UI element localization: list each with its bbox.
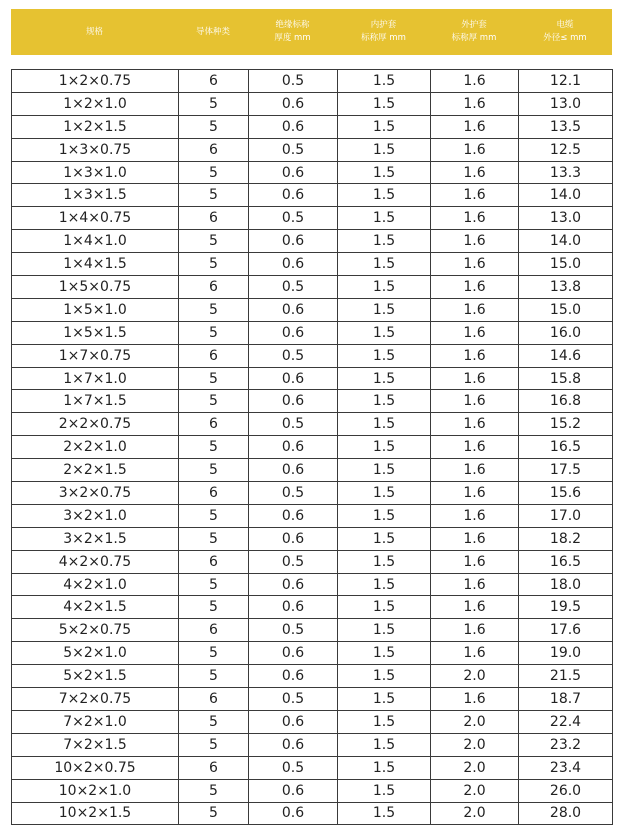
cell-spec: 7×2×0.75 [12,688,179,711]
spec-table [11,69,613,825]
cell-outer-sheath: 1.6 [431,527,519,550]
header-spec-label: 规格 [85,26,103,37]
cell-diameter: 18.2 [519,527,613,550]
cell-spec: 3×2×1.5 [12,527,179,550]
cell-inner-sheath: 1.5 [338,70,431,93]
table-row [12,184,613,207]
header-inner-line2: 标称厚 mm [361,33,406,43]
cell-conductor-type: 5 [179,436,249,459]
table-row [12,619,613,642]
table-row [12,688,613,711]
cell-insulation: 0.6 [249,367,338,390]
cell-inner-sheath: 1.5 [338,504,431,527]
cell-insulation: 0.6 [249,92,338,115]
cell-spec: 4×2×1.5 [12,596,179,619]
cell-inner-sheath: 1.5 [338,527,431,550]
cell-diameter: 17.6 [519,619,613,642]
cell-conductor-type: 6 [179,688,249,711]
cell-diameter: 19.5 [519,596,613,619]
cell-spec: 5×2×1.5 [12,665,179,688]
cell-outer-sheath: 1.6 [431,207,519,230]
cell-insulation: 0.6 [249,459,338,482]
cell-insulation: 0.5 [249,207,338,230]
cell-conductor-type: 5 [179,733,249,756]
cell-conductor-type: 5 [179,665,249,688]
header-conductor-label: 导体种类 [195,26,230,37]
table-row [12,298,613,321]
cell-inner-sheath: 1.5 [338,138,431,161]
cell-outer-sheath: 1.6 [431,573,519,596]
cell-spec: 1×3×1.0 [12,161,179,184]
cell-inner-sheath: 1.5 [338,710,431,733]
cell-inner-sheath: 1.5 [338,344,431,367]
cell-inner-sheath: 1.5 [338,459,431,482]
cell-outer-sheath: 1.6 [431,344,519,367]
cell-insulation: 0.6 [249,642,338,665]
cell-diameter: 15.0 [519,253,613,276]
cell-inner-sheath: 1.5 [338,230,431,253]
cell-conductor-type: 5 [179,321,249,344]
cell-conductor-type: 5 [179,92,249,115]
cell-outer-sheath: 1.6 [431,367,519,390]
table-row [12,70,613,93]
cell-inner-sheath: 1.5 [338,802,431,825]
table-row [12,527,613,550]
table-row [12,115,613,138]
cell-insulation: 0.6 [249,298,338,321]
cell-diameter: 16.5 [519,550,613,573]
cell-inner-sheath: 1.5 [338,436,431,459]
cell-diameter: 22.4 [519,710,613,733]
cell-spec: 3×2×1.0 [12,504,179,527]
cell-outer-sheath: 1.6 [431,253,519,276]
cell-insulation: 0.5 [249,276,338,299]
cell-diameter: 26.0 [519,779,613,802]
cell-conductor-type: 6 [179,138,249,161]
cell-outer-sheath: 1.6 [431,138,519,161]
header-outer-line1: 外护套 [461,20,487,30]
cell-outer-sheath: 1.6 [431,115,519,138]
cell-inner-sheath: 1.5 [338,779,431,802]
cell-spec: 2×2×0.75 [12,413,179,436]
header-inner-sheath [337,9,430,55]
cell-insulation: 0.5 [249,138,338,161]
cell-spec: 1×4×1.5 [12,253,179,276]
cell-insulation: 0.5 [249,756,338,779]
cell-conductor-type: 5 [179,802,249,825]
cell-insulation: 0.6 [249,802,338,825]
cell-diameter: 13.8 [519,276,613,299]
cell-outer-sheath: 1.6 [431,436,519,459]
cell-spec: 7×2×1.5 [12,733,179,756]
cell-conductor-type: 6 [179,344,249,367]
cell-conductor-type: 5 [179,298,249,321]
table-row [12,642,613,665]
header-cable-diameter [518,9,612,55]
cell-conductor-type: 5 [179,504,249,527]
cell-insulation: 0.6 [249,665,338,688]
cell-conductor-type: 5 [179,161,249,184]
cell-conductor-type: 5 [179,710,249,733]
cell-diameter: 12.1 [519,70,613,93]
cell-inner-sheath: 1.5 [338,92,431,115]
cell-spec: 5×2×1.0 [12,642,179,665]
header-cable-line2: 外径≤ mm [543,33,587,43]
cell-spec: 1×2×0.75 [12,70,179,93]
cell-inner-sheath: 1.5 [338,642,431,665]
header-row [11,9,612,55]
header-spec [11,9,178,55]
cell-diameter: 12.5 [519,138,613,161]
cell-insulation: 0.6 [249,253,338,276]
header-cable-line1: 电缆 [556,20,574,30]
cell-conductor-type: 6 [179,550,249,573]
cell-spec: 1×5×1.5 [12,321,179,344]
cell-insulation: 0.6 [249,504,338,527]
cell-diameter: 14.6 [519,344,613,367]
cell-insulation: 0.5 [249,482,338,505]
cell-spec: 5×2×0.75 [12,619,179,642]
cell-insulation: 0.6 [249,527,338,550]
cell-outer-sheath: 2.0 [431,733,519,756]
cell-inner-sheath: 1.5 [338,321,431,344]
cell-spec: 2×2×1.0 [12,436,179,459]
table-row [12,230,613,253]
cell-diameter: 19.0 [519,642,613,665]
table-row [12,733,613,756]
table-header [11,9,612,55]
cell-diameter: 13.0 [519,92,613,115]
cell-conductor-type: 5 [179,115,249,138]
cell-conductor-type: 5 [179,367,249,390]
cell-spec: 7×2×1.0 [12,710,179,733]
cell-diameter: 13.5 [519,115,613,138]
cell-outer-sheath: 1.6 [431,70,519,93]
table-row [12,436,613,459]
cell-diameter: 18.7 [519,688,613,711]
cell-diameter: 15.6 [519,482,613,505]
cell-outer-sheath: 1.6 [431,596,519,619]
header-insulation-line1: 绝缘标称 [275,20,310,30]
cell-inner-sheath: 1.5 [338,298,431,321]
cell-inner-sheath: 1.5 [338,665,431,688]
cell-spec: 1×7×1.0 [12,367,179,390]
table-row [12,321,613,344]
cell-conductor-type: 5 [179,527,249,550]
table-row [12,482,613,505]
cell-diameter: 17.5 [519,459,613,482]
cell-diameter: 28.0 [519,802,613,825]
cell-outer-sheath: 1.6 [431,482,519,505]
header-insulation-thickness [248,9,337,55]
cell-outer-sheath: 1.6 [431,161,519,184]
cell-insulation: 0.6 [249,115,338,138]
cell-insulation: 0.6 [249,779,338,802]
cell-outer-sheath: 1.6 [431,619,519,642]
table-row [12,138,613,161]
cell-insulation: 0.6 [249,161,338,184]
cell-insulation: 0.6 [249,596,338,619]
cell-spec: 1×5×0.75 [12,276,179,299]
cell-inner-sheath: 1.5 [338,253,431,276]
cell-diameter: 15.2 [519,413,613,436]
cell-insulation: 0.6 [249,733,338,756]
cell-outer-sheath: 2.0 [431,756,519,779]
cell-conductor-type: 5 [179,253,249,276]
table-row [12,161,613,184]
table-row [12,504,613,527]
cell-inner-sheath: 1.5 [338,482,431,505]
cell-inner-sheath: 1.5 [338,367,431,390]
header-outer-line2: 标称厚 mm [451,33,497,43]
table-row [12,253,613,276]
cell-outer-sheath: 1.6 [431,459,519,482]
cell-conductor-type: 6 [179,276,249,299]
cell-conductor-type: 5 [179,459,249,482]
cell-conductor-type: 6 [179,70,249,93]
table-row [12,710,613,733]
cell-outer-sheath: 1.6 [431,230,519,253]
cell-conductor-type: 6 [179,756,249,779]
cell-inner-sheath: 1.5 [338,184,431,207]
table-row [12,573,613,596]
cell-diameter: 16.8 [519,390,613,413]
table-row [12,367,613,390]
spec-table-body [12,70,613,825]
table-row [12,276,613,299]
cell-insulation: 0.6 [249,230,338,253]
cell-spec: 1×4×0.75 [12,207,179,230]
cell-outer-sheath: 1.6 [431,550,519,573]
header-inner-line1: 内护套 [370,20,397,30]
cell-outer-sheath: 2.0 [431,665,519,688]
cell-conductor-type: 6 [179,482,249,505]
cell-spec: 1×2×1.5 [12,115,179,138]
cell-outer-sheath: 1.6 [431,504,519,527]
cell-diameter: 14.0 [519,184,613,207]
cell-outer-sheath: 1.6 [431,390,519,413]
cell-diameter: 15.8 [519,367,613,390]
cell-inner-sheath: 1.5 [338,573,431,596]
cell-spec: 1×3×1.5 [12,184,179,207]
cell-inner-sheath: 1.5 [338,390,431,413]
cell-conductor-type: 5 [179,573,249,596]
cell-outer-sheath: 1.6 [431,688,519,711]
table-row [12,596,613,619]
cell-inner-sheath: 1.5 [338,115,431,138]
cell-inner-sheath: 1.5 [338,619,431,642]
cell-spec: 1×2×1.0 [12,92,179,115]
cell-outer-sheath: 1.6 [431,298,519,321]
cell-diameter: 13.3 [519,161,613,184]
cell-outer-sheath: 2.0 [431,779,519,802]
cell-insulation: 0.6 [249,436,338,459]
cell-spec: 4×2×0.75 [12,550,179,573]
table-row [12,344,613,367]
cell-conductor-type: 5 [179,642,249,665]
table-row [12,779,613,802]
cell-insulation: 0.6 [249,390,338,413]
cell-diameter: 16.0 [519,321,613,344]
table-row [12,207,613,230]
cell-insulation: 0.5 [249,550,338,573]
table-row [12,550,613,573]
cell-inner-sheath: 1.5 [338,413,431,436]
cell-inner-sheath: 1.5 [338,596,431,619]
cell-spec: 4×2×1.0 [12,573,179,596]
cell-diameter: 15.0 [519,298,613,321]
cell-diameter: 21.5 [519,665,613,688]
cell-spec: 1×3×0.75 [12,138,179,161]
cell-spec: 10×2×1.0 [12,779,179,802]
cell-conductor-type: 6 [179,619,249,642]
table-row [12,459,613,482]
cell-inner-sheath: 1.5 [338,688,431,711]
cell-inner-sheath: 1.5 [338,207,431,230]
cell-conductor-type: 6 [179,413,249,436]
cell-insulation: 0.6 [249,573,338,596]
header-outer-sheath [430,9,518,55]
table-row [12,665,613,688]
cell-insulation: 0.5 [249,70,338,93]
cell-diameter: 23.2 [519,733,613,756]
cell-inner-sheath: 1.5 [338,733,431,756]
header-insulation-line2: 厚度 mm [274,33,311,43]
table-row [12,413,613,436]
cell-diameter: 16.5 [519,436,613,459]
cell-outer-sheath: 1.6 [431,642,519,665]
header-conductor-type [178,9,248,55]
cell-spec: 1×7×1.5 [12,390,179,413]
cell-insulation: 0.6 [249,184,338,207]
cell-insulation: 0.5 [249,413,338,436]
table-row [12,92,613,115]
cell-outer-sheath: 1.6 [431,92,519,115]
cell-conductor-type: 5 [179,596,249,619]
cell-outer-sheath: 1.6 [431,321,519,344]
cell-spec: 2×2×1.5 [12,459,179,482]
cell-conductor-type: 5 [179,184,249,207]
cell-outer-sheath: 1.6 [431,276,519,299]
cell-insulation: 0.5 [249,688,338,711]
table-row [12,756,613,779]
cell-inner-sheath: 1.5 [338,276,431,299]
cell-spec: 1×7×0.75 [12,344,179,367]
cell-outer-sheath: 1.6 [431,184,519,207]
cell-diameter: 18.0 [519,573,613,596]
cell-inner-sheath: 1.5 [338,161,431,184]
cell-insulation: 0.5 [249,344,338,367]
cell-diameter: 13.0 [519,207,613,230]
cell-diameter: 17.0 [519,504,613,527]
cell-inner-sheath: 1.5 [338,756,431,779]
cell-outer-sheath: 2.0 [431,802,519,825]
cell-outer-sheath: 2.0 [431,710,519,733]
cell-conductor-type: 5 [179,390,249,413]
cell-spec: 10×2×1.5 [12,802,179,825]
cell-spec: 10×2×0.75 [12,756,179,779]
cell-diameter: 23.4 [519,756,613,779]
cell-outer-sheath: 1.6 [431,413,519,436]
cell-conductor-type: 5 [179,779,249,802]
cell-inner-sheath: 1.5 [338,550,431,573]
cell-spec: 1×5×1.0 [12,298,179,321]
cell-insulation: 0.5 [249,619,338,642]
table-row [12,390,613,413]
cell-insulation: 0.6 [249,710,338,733]
cell-insulation: 0.6 [249,321,338,344]
table-row [12,802,613,825]
cell-spec: 3×2×0.75 [12,482,179,505]
cell-conductor-type: 5 [179,230,249,253]
cell-spec: 1×4×1.0 [12,230,179,253]
cell-conductor-type: 6 [179,207,249,230]
cell-diameter: 14.0 [519,230,613,253]
